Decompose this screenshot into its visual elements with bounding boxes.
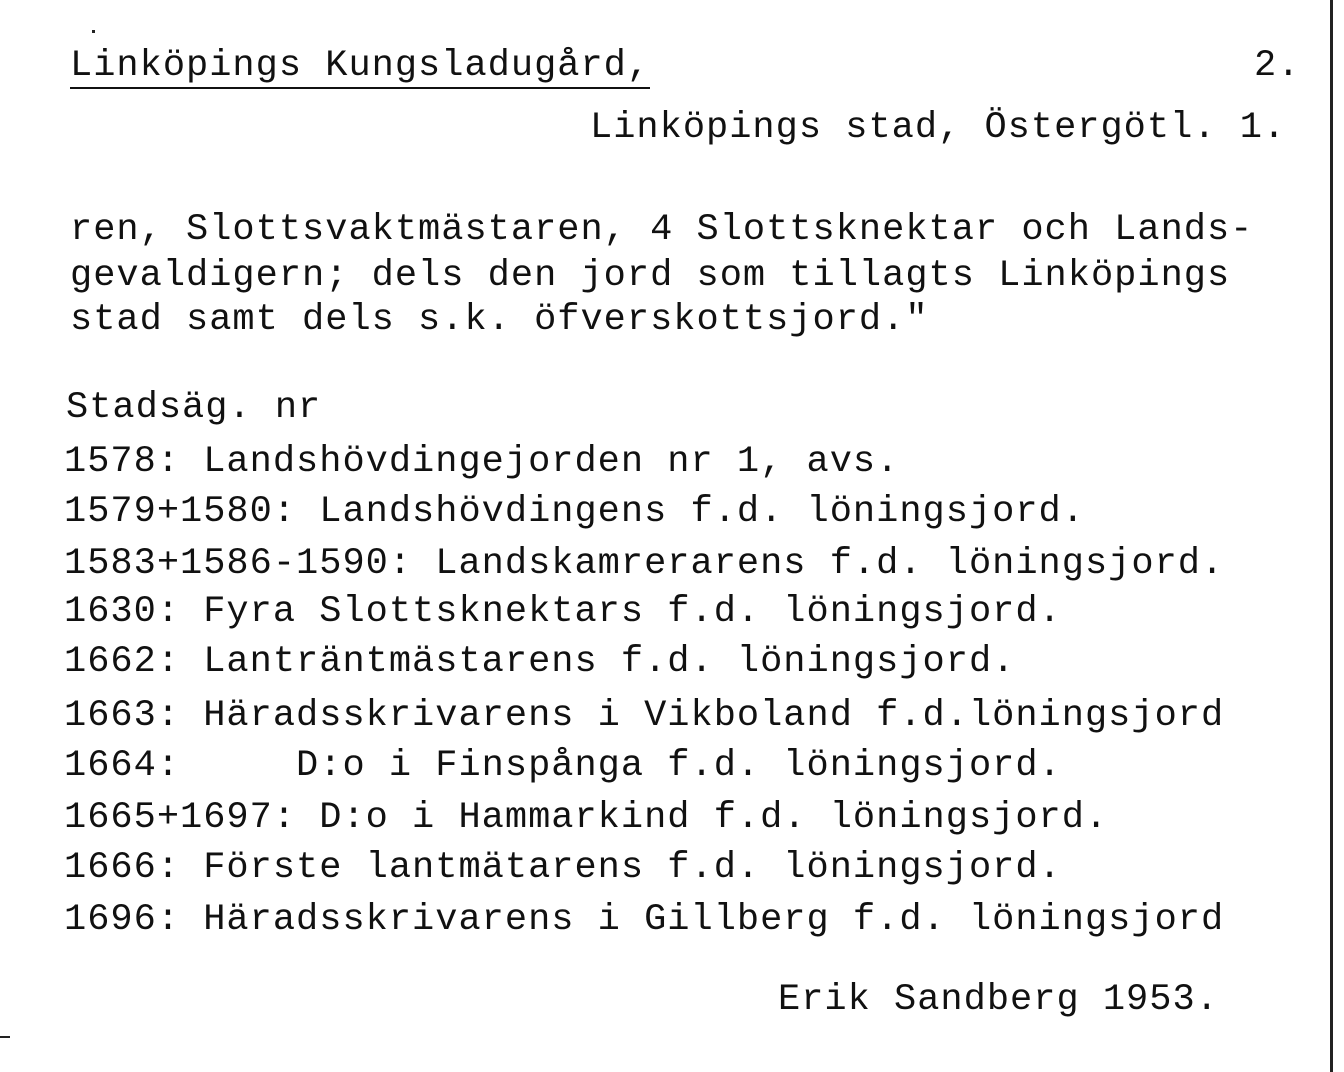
entry-line: 1666: Förste lantmätarens f.d. löningsjord. — [64, 847, 1062, 889]
entry-line: 1630: Fyra Slottsknektars f.d. löningsjord. — [64, 591, 1062, 633]
paragraph-line: ren, Slottsvaktmästaren, 4 Slottsknektar och Lands- — [70, 209, 1254, 251]
page-number: 2. — [1254, 45, 1301, 87]
entry-line: 1579+1580: Landshövdingens f.d. löningsjord. — [64, 491, 1085, 533]
card-right-edge — [1330, 0, 1333, 1072]
speck-mark — [92, 30, 95, 33]
entry-line: 1578: Landshövdingejorden nr 1, avs. — [64, 441, 900, 483]
entry-line: 1665+1697: D:o i Hammarkind f.d. löningsjord. — [64, 797, 1109, 839]
entry-line: 1696: Häradsskrivarens i Gillberg f.d. löningsjord — [64, 899, 1225, 941]
paragraph-line: stad samt dels s.k. öfverskottsjord." — [70, 299, 929, 341]
signature: Erik Sandberg 1953. — [778, 979, 1219, 1021]
entry-line: 1583+1586-1590: Landskamrerarens f.d. löningsjord. — [64, 543, 1225, 585]
paragraph-line: gevaldigern; dels den jord som tillagts Linköpings — [70, 255, 1231, 297]
entry-line: 1662: Lanträntmästarens f.d. löningsjord. — [64, 641, 1016, 683]
entries-heading: Stadsäg. nr — [66, 387, 322, 429]
card-title: Linköpings Kungsladugård, — [70, 45, 651, 87]
entry-line: 1664: D:o i Finspånga f.d. löningsjord. — [64, 745, 1062, 787]
edge-mark — [0, 1036, 10, 1038]
location-line: Linköpings stad, Östergötl. 1. — [590, 107, 1287, 149]
entry-line: 1663: Häradsskrivarens i Vikboland f.d.löningsjord — [64, 695, 1225, 737]
